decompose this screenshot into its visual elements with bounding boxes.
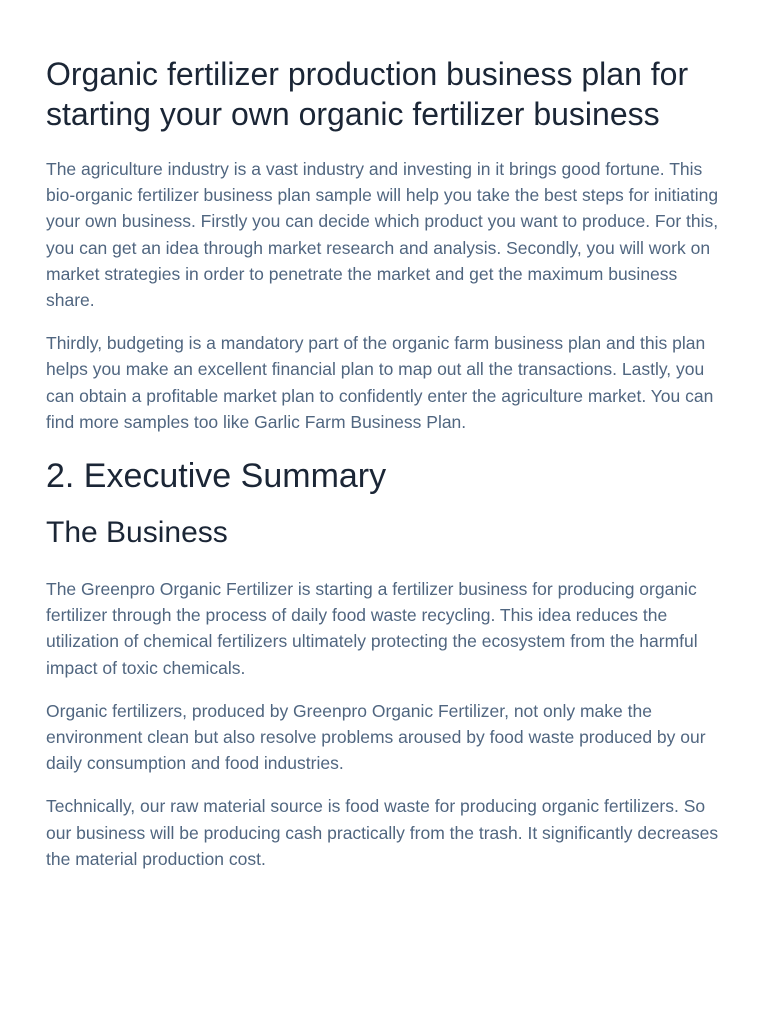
business-paragraph-2: Organic fertilizers, produced by Greenpro Organic Fertilizer, not only make the environment clean but also resolve problems aroused by food waste produced by our daily consumption and food industries. (46, 700, 706, 774)
intro-paragraph-1: The agriculture industry is a vast industry and investing in it brings good fortune. This bio-organic fertilizer business plan sample will help you take the best steps for initiating your own business. Firstly you can decide which product you want to produce. For this, you can get an idea through market research and analysis. Secondly, you will work on market strategies in order to penetrate the market and get the maximum business share. (46, 159, 719, 311)
business-paragraph-1: The Greenpro Organic Fertilizer is starting a fertilizer business for producing organic fertilizer through the process of daily food waste recycling. This idea reduces the utilization of chemical fertilizers ultimately protecting the ecosystem from the harmful impact of toxic chemicals. (46, 579, 698, 678)
intro-paragraph-2: Thirdly, budgeting is a mandatory part of the organic farm business plan and this plan helps you make an excellent financial plan to map out all the transactions. Lastly, you can obtain a profitable market plan to confidently enter the agriculture market. You can find more samples too like Garlic Farm Business Plan. (46, 333, 714, 432)
executive-summary-heading: 2. Executive Summary (46, 457, 387, 496)
the-business-heading: The Business (46, 516, 228, 550)
article-title: Organic fertilizer production business plan for starting your own organic fertilizer business (46, 56, 689, 132)
business-paragraph-3: Technically, our raw material source is food waste for producing organic fertilizers. So our business will be producing cash practically from the trash. It significantly decreases the material production cost. (46, 796, 719, 869)
